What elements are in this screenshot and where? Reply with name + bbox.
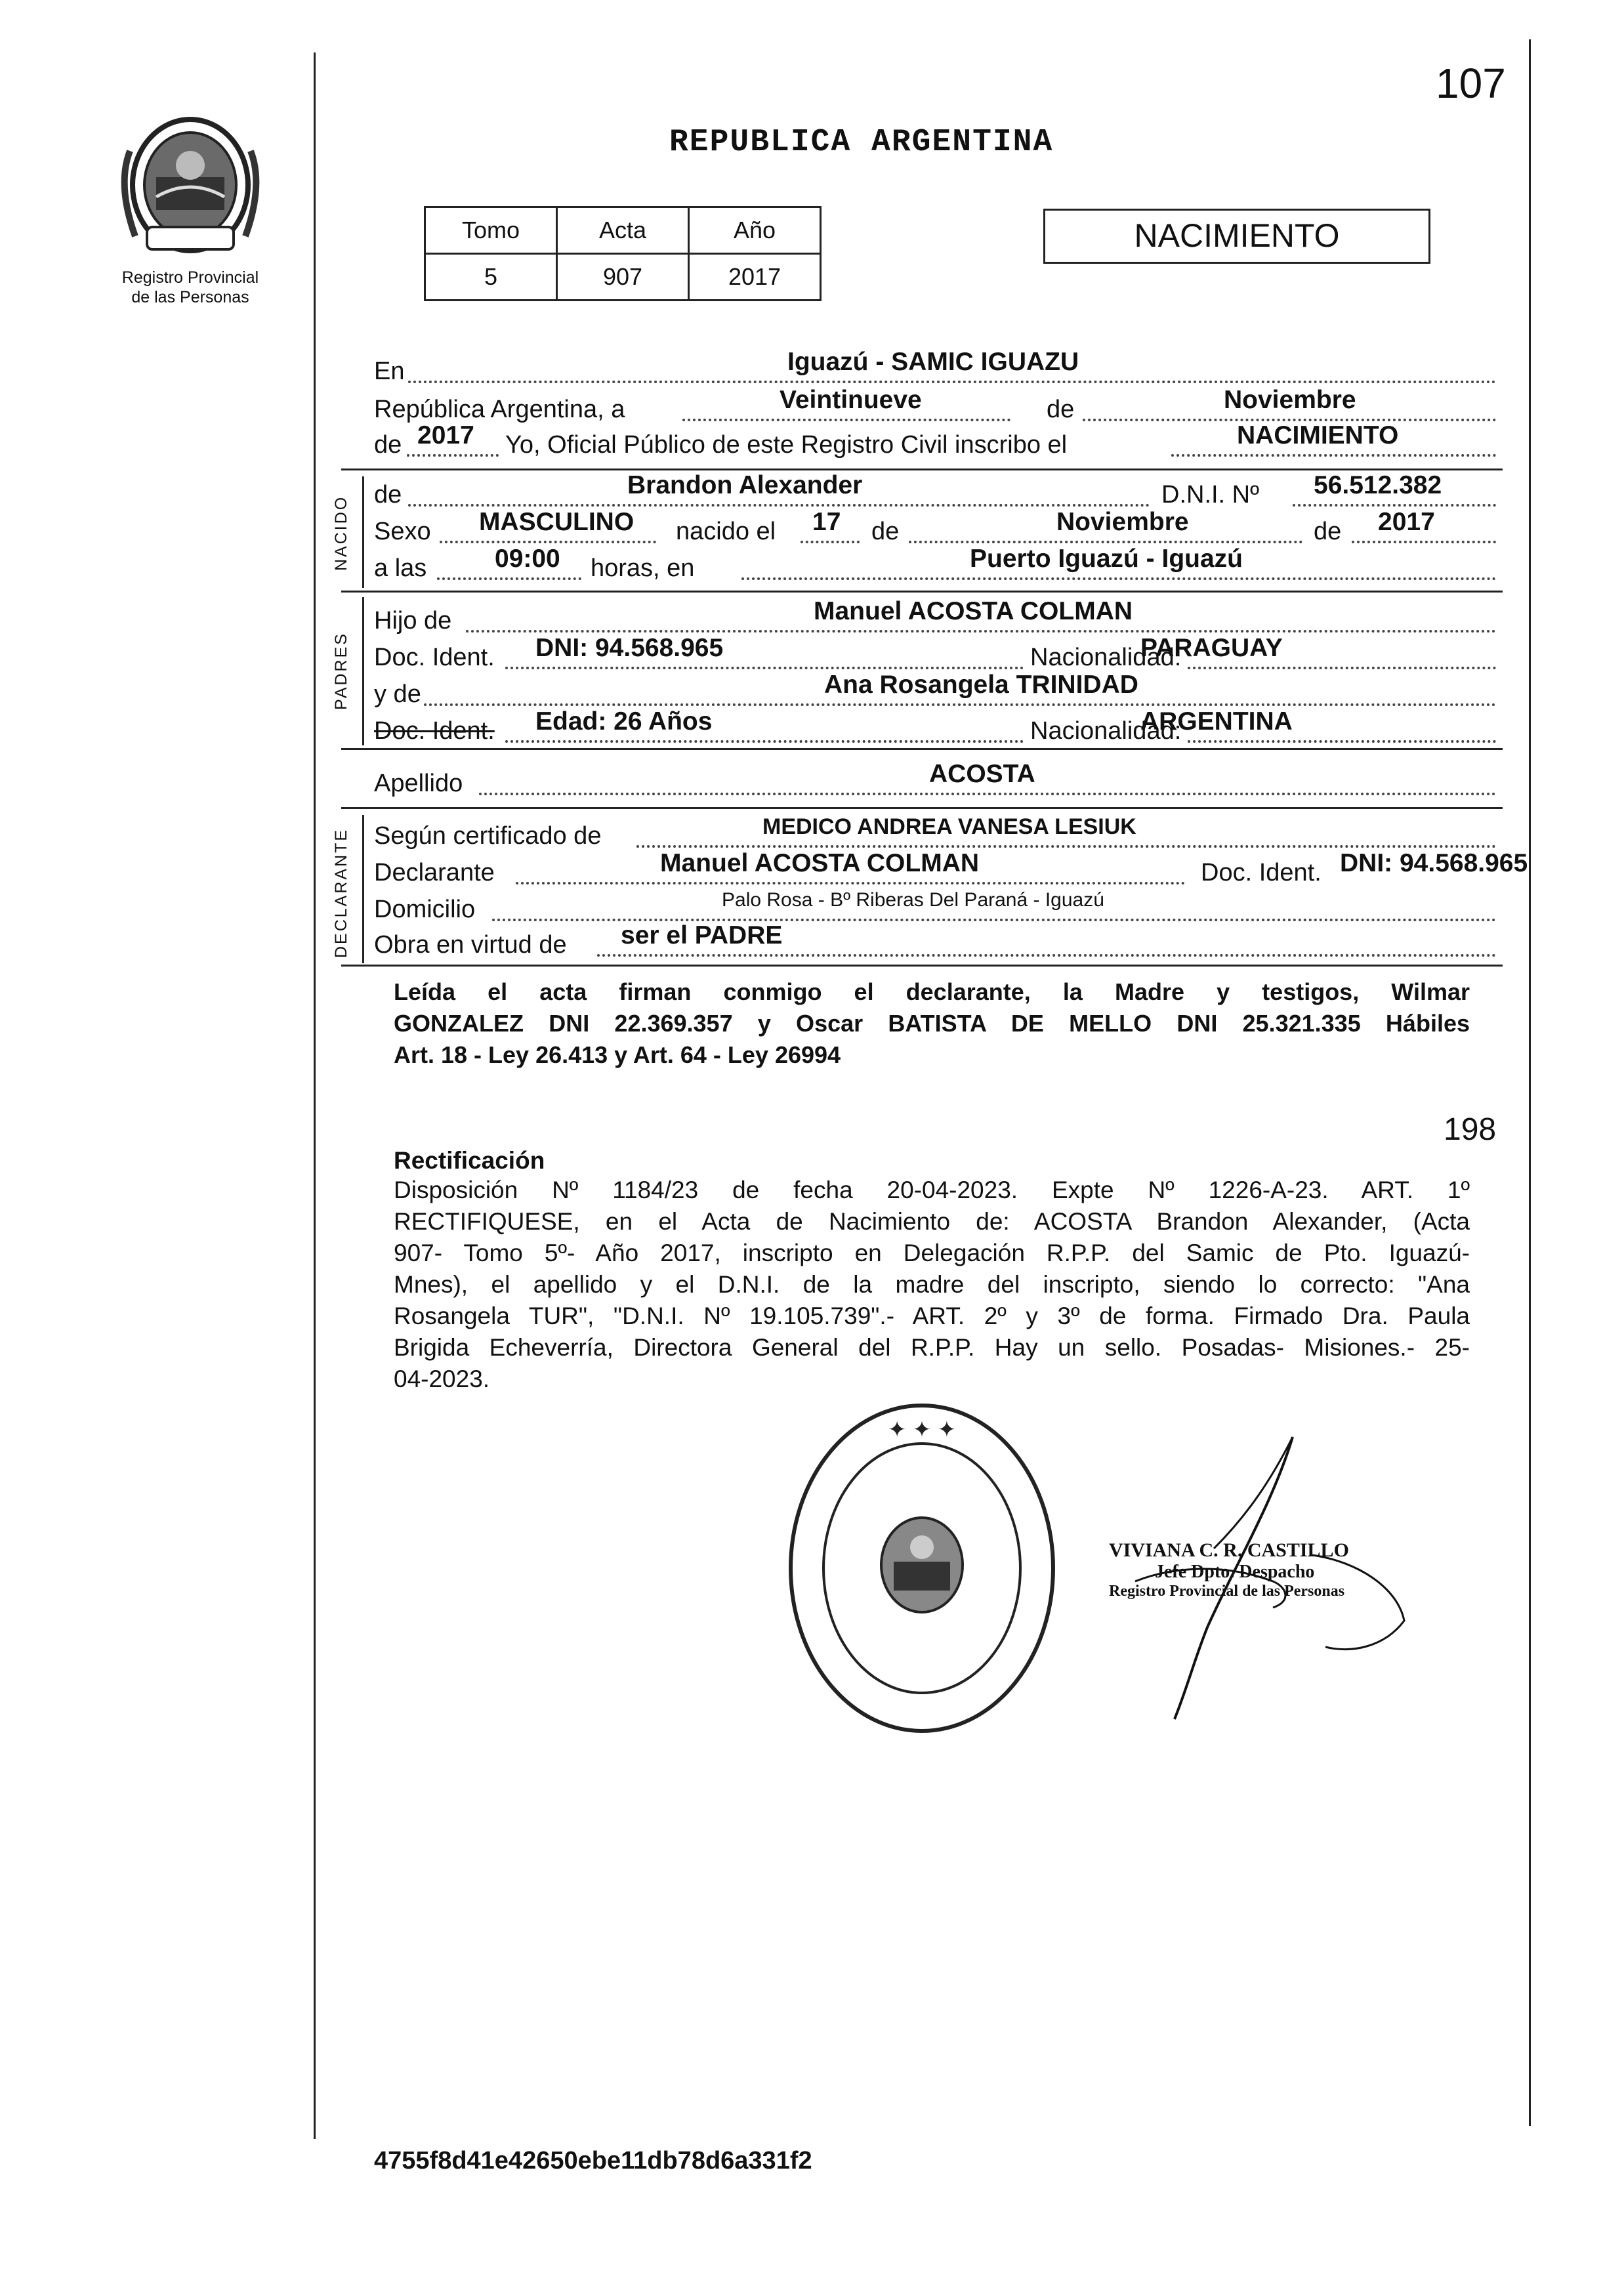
padre-value: Manuel ACOSTA COLMAN <box>814 597 1133 625</box>
anio-header: Año <box>689 207 821 254</box>
closing-line-3: Art. 18 - Ley 26.413 y Art. 64 - Ley 26994 <box>394 1041 841 1068</box>
anio-value: 2017 <box>689 254 821 301</box>
sexo-value: MASCULINO <box>479 508 635 536</box>
document-title: REPUBLICA ARGENTINA <box>669 125 1054 160</box>
rect-line-7: 04-2023. <box>394 1365 490 1392</box>
padre-doc-value: DNI: 94.568.965 <box>535 634 724 662</box>
reference-table <box>424 206 822 301</box>
dia-nac-value: 17 <box>812 508 841 536</box>
row-madre-doc <box>374 707 1496 748</box>
section-separator-4 <box>341 807 1503 809</box>
acto-dots <box>1171 454 1496 457</box>
declarante-doc-label: Doc. Ident. <box>1201 859 1322 886</box>
padre-doc-label: Doc. Ident. <box>374 644 495 671</box>
declarante-bracket <box>362 815 364 963</box>
en-value: Iguazú - SAMIC IGUAZU <box>787 348 1079 376</box>
madre-doc-dots <box>505 740 1024 743</box>
left-margin-line <box>314 52 316 2139</box>
a-las-label: a las <box>374 554 427 582</box>
mes-nac-value: Noviembre <box>1056 508 1189 536</box>
right-margin-line <box>1529 39 1531 2126</box>
padre-nac-dots <box>1188 667 1496 669</box>
rect-line-4: Mnes), el apellido y el D.N.I. de la madre del inscripto, siendo lo correcto: "Ana <box>394 1271 1470 1298</box>
registry-line-1: Registro Provincial <box>121 268 259 287</box>
declarante-side-label: DECLARANTE <box>332 827 350 958</box>
oficial-text: Yo, Oficial Público de este Registro Civil inscribo el <box>505 431 1068 459</box>
signature-stamp-role: Jefe Dpto. Despacho <box>1155 1562 1315 1582</box>
y-de-label: y de <box>374 680 421 708</box>
page-number: 107 <box>1436 60 1506 107</box>
madre-nacionalidad-value: ARGENTINA <box>1140 707 1293 736</box>
apellido-dots <box>479 793 1496 795</box>
rect-line-3: 907- Tomo 5º- Año 2017, inscripto en Delegación R.P.P. del Samic de Pto. Iguazú- <box>394 1239 1470 1266</box>
madre-doc-label: Doc. Ident. <box>374 717 495 745</box>
hijo-de-label: Hijo de <box>374 607 452 635</box>
apellido-value: ACOSTA <box>929 760 1035 788</box>
closing-line-1: Leída el acta firman conmigo el declarante, la Madre y testigos, Wilmar <box>394 978 1470 1005</box>
row-obra <box>374 921 1496 962</box>
dni-value: 56.512.382 <box>1314 471 1442 499</box>
lugar-dots <box>741 577 1496 580</box>
svg-text:✦ ✦ ✦: ✦ ✦ ✦ <box>887 1417 957 1442</box>
province-seal-logo <box>117 112 264 261</box>
padre-nacionalidad-label: Nacionalidad: <box>1030 644 1182 671</box>
anio-registro-value: 2017 <box>417 421 474 449</box>
dia-nac-dots <box>801 541 860 543</box>
document-hash: 4755f8d41e42650ebe11db78d6a331f2 <box>374 2147 812 2175</box>
acto-value: NACIMIENTO <box>1237 421 1399 449</box>
certificado-label: Según certificado de <box>374 822 602 850</box>
padres-side-label: PADRES <box>332 632 350 710</box>
annotation-number: 198 <box>1444 1112 1497 1147</box>
signature-stamp-name: VIVIANA C. R. CASTILLO <box>1109 1539 1349 1561</box>
horas-en-label: horas, en <box>591 554 695 582</box>
section-separator-5 <box>341 965 1503 967</box>
anio-dots <box>407 454 499 457</box>
section-separator-3 <box>341 748 1503 750</box>
closing-line-2: GONZALEZ DNI 22.369.357 y Oscar BATISTA DE MELLO DNI 25.321.335 Hábiles <box>394 1010 1470 1037</box>
de-label-2: de <box>374 431 402 459</box>
row-hora <box>374 545 1496 585</box>
mes-value: Noviembre <box>1224 386 1356 414</box>
row-apellido <box>374 760 1496 801</box>
de-label-3: de <box>871 518 900 545</box>
row-domicilio <box>374 889 1496 926</box>
declarante-label: Declarante <box>374 859 495 886</box>
rect-line-2: RECTIFIQUESE, en el Acta de Nacimiento de: ACOSTA Brandon Alexander, (Acta <box>394 1208 1470 1235</box>
signature-stamp <box>1109 1539 1417 1600</box>
madre-nacionalidad-label: Nacionalidad: <box>1030 717 1182 745</box>
section-separator-2 <box>341 591 1503 593</box>
dni-label: D.N.I. Nº <box>1161 481 1259 509</box>
nacido-bracket <box>362 476 364 588</box>
obra-label: Obra en virtud de <box>374 931 567 959</box>
obra-value: ser el PADRE <box>621 921 783 949</box>
domicilio-value: Palo Rosa - Bº Riberas Del Paraná - Iguazú <box>722 889 1104 911</box>
madre-value: Ana Rosangela TRINIDAD <box>824 671 1138 699</box>
de-label-4: de <box>1314 518 1342 545</box>
rect-line-6: Brigida Echeverría, Directora General del R.P.P. Hay un sello. Posadas- Misiones.- 25- <box>394 1334 1470 1361</box>
obra-dots <box>597 954 1496 957</box>
declarante-value: Manuel ACOSTA COLMAN <box>660 849 980 877</box>
en-label: En <box>374 358 405 385</box>
republica-dots <box>682 419 1010 421</box>
de-label-1: de <box>1047 396 1075 423</box>
signature-stamp-registry: Registro Provincial de las Personas <box>1109 1583 1345 1600</box>
sexo-label: Sexo <box>374 518 431 545</box>
apellido-label: Apellido <box>374 770 463 797</box>
tomo-header: Tomo <box>425 207 557 254</box>
row-oficial <box>374 421 1496 462</box>
padre-nacionalidad-value: PARAGUAY <box>1140 634 1283 662</box>
rect-line-5: Rosangela TUR", "D.N.I. Nº 19.105.739".- ART. 2º y 3º de forma. Firmado Dra. Paula <box>394 1302 1470 1329</box>
republica-label: República Argentina, a <box>374 396 625 423</box>
declarante-doc-value: DNI: 94.568.965 <box>1340 849 1528 877</box>
nombre-de-label: de <box>374 481 402 509</box>
madre-nac-dots <box>1188 740 1496 743</box>
domicilio-label: Domicilio <box>374 896 476 923</box>
nacido-el-label: nacido el <box>676 518 776 545</box>
hora-dots <box>437 577 581 580</box>
rectificacion-heading: Rectificación <box>394 1147 545 1174</box>
closing-paragraph <box>394 976 1470 1071</box>
rect-line-1: Disposición Nº 1184/23 de fecha 20-04-2023. Expte Nº 1226-A-23. ART. 1º <box>394 1176 1470 1203</box>
padres-bracket <box>362 597 364 745</box>
document-type-box: NACIMIENTO <box>1043 209 1430 264</box>
rectificacion-paragraph <box>394 1175 1470 1395</box>
nombre-value: Brandon Alexander <box>627 471 863 499</box>
acta-value: 907 <box>557 254 689 301</box>
certificado-value: MEDICO ANDREA VANESA LESIUK <box>762 814 1136 839</box>
official-round-stamp <box>781 1398 1063 1739</box>
tomo-value: 5 <box>425 254 557 301</box>
madre-edad-value: Edad: 26 Años <box>535 707 713 736</box>
registry-line-2: de las Personas <box>131 288 249 306</box>
registry-name <box>98 268 282 307</box>
hora-value: 09:00 <box>495 545 560 573</box>
dia-value: Veintinueve <box>780 386 922 414</box>
nacido-side-label: NACIDO <box>332 495 350 571</box>
lugar-nac-value: Puerto Iguazú - Iguazú <box>970 545 1243 573</box>
anio-nac-value: 2017 <box>1378 508 1435 536</box>
acta-header: Acta <box>557 207 689 254</box>
anio-nac-dots <box>1352 541 1496 543</box>
